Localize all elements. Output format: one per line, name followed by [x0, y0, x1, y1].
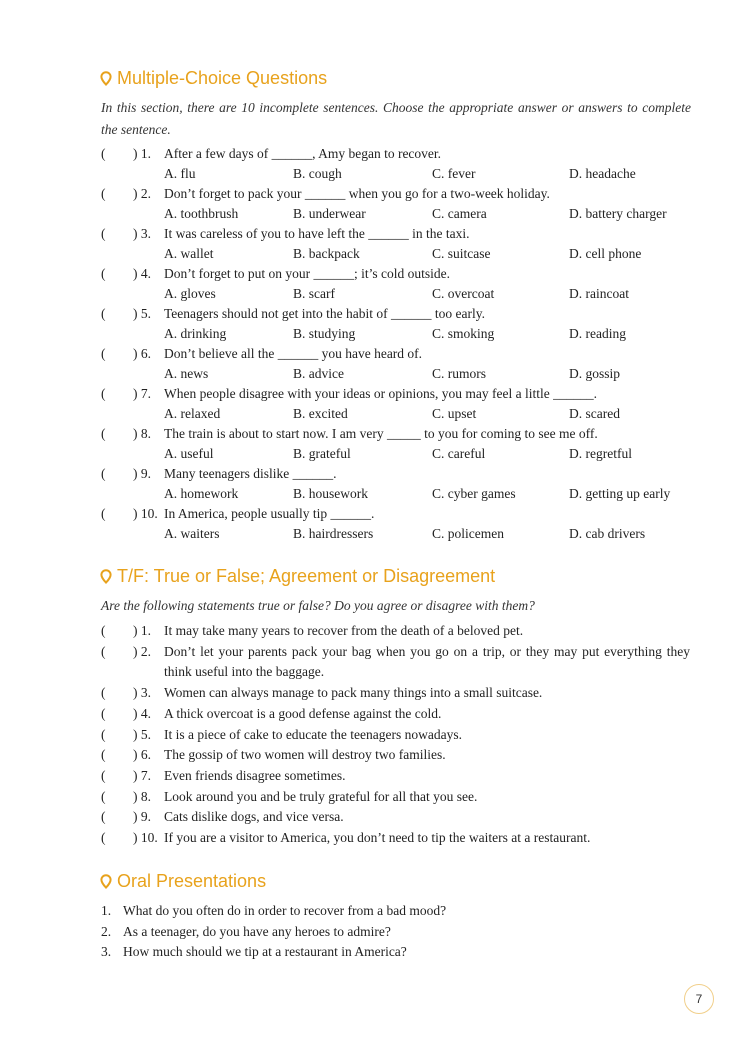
oral-list [101, 901, 701, 963]
option: B. excited [293, 406, 348, 421]
question-stem: It was careless of you to have left the ______ in the taxi. [164, 226, 470, 241]
option: C. overcoat [432, 286, 495, 301]
tf-list [101, 621, 701, 849]
question-number: ) 8. [133, 426, 151, 441]
answer-paren: ( [101, 506, 106, 521]
options-row [101, 284, 701, 304]
options-row [101, 244, 701, 264]
statement-number: ) 7. [133, 767, 151, 783]
tf-instructions: Are the following statements true or false? Do you agree or disagree with them? [101, 598, 535, 613]
statement-number: ) 5. [133, 726, 151, 742]
location-pin-icon [100, 569, 112, 584]
statement-row [101, 745, 701, 766]
oral-question-text: As a teenager, do you have any heroes to admire? [123, 923, 391, 939]
question-stem: Don’t believe all the ______ you have heard of. [164, 346, 423, 361]
section-title-text: Oral Presentations [117, 871, 267, 891]
option: D. regretful [569, 446, 632, 461]
answer-paren: ( [101, 726, 106, 742]
location-pin-icon [100, 71, 112, 86]
option: B. hairdressers [293, 526, 374, 541]
option: B. housework [293, 486, 368, 501]
question-number: ) 1. [133, 146, 151, 161]
question-number: ) 3. [133, 226, 151, 241]
question-row [101, 464, 701, 484]
question-number: ) 7. [133, 386, 151, 401]
option: D. getting up early [569, 486, 671, 501]
statement-row [101, 766, 701, 787]
answer-paren: ( [101, 426, 106, 441]
option: C. smoking [432, 326, 495, 341]
statement-number: ) 4. [133, 705, 151, 721]
statement-text: Even friends disagree sometimes. [164, 767, 346, 783]
question-row [101, 384, 701, 404]
question-stem: When people disagree with your ideas or opinions, you may feel a little ______. [164, 386, 598, 401]
question-stem: Many teenagers dislike ______. [164, 466, 337, 481]
statement-text: Women can always manage to pack many things into a small suitcase. [164, 685, 543, 701]
option: D. raincoat [569, 286, 629, 301]
section-title-oral [100, 871, 266, 892]
answer-paren: ( [101, 266, 106, 281]
statement-number: ) 1. [133, 623, 151, 638]
option: D. cell phone [569, 246, 642, 261]
option: B. studying [293, 326, 356, 341]
option: A. news [164, 366, 209, 381]
section-title-mcq [100, 68, 327, 89]
option: B. advice [293, 366, 344, 381]
answer-paren: ( [101, 705, 106, 721]
question-stem: Teenagers should not get into the habit of ______ too early. [164, 306, 485, 321]
question-stem: After a few days of ______, Amy began to recover. [164, 146, 442, 161]
option: B. scarf [293, 286, 335, 301]
option: C. suitcase [432, 246, 491, 261]
statement-number: ) 10. [133, 830, 158, 846]
question-row [101, 504, 701, 524]
question-stem: The train is about to start now. I am very _____ to you for coming to see me off. [164, 426, 598, 441]
statement-number: ) 6. [133, 747, 151, 763]
question-row [101, 424, 701, 444]
statement-row [101, 725, 701, 746]
option: A. toothbrush [164, 206, 239, 221]
statement-text: The gossip of two women will destroy two families. [164, 747, 446, 763]
question-stem: In America, people usually tip ______. [164, 506, 375, 521]
options-row [101, 164, 701, 184]
oral-question-row [101, 922, 701, 943]
question-row [101, 264, 701, 284]
option: C. fever [432, 166, 476, 181]
statement-row [101, 704, 701, 725]
oral-question-row [101, 942, 701, 963]
option: A. wallet [164, 246, 214, 261]
statement-number: ) 8. [133, 788, 151, 804]
option: A. drinking [164, 326, 227, 341]
question-number: ) 9. [133, 466, 151, 481]
question-row [101, 184, 701, 204]
question-number: ) 6. [133, 346, 151, 361]
mcq-list [101, 144, 701, 544]
option: A. homework [164, 486, 239, 501]
options-row [101, 364, 701, 384]
question-number: ) 4. [133, 266, 151, 281]
option: D. battery charger [569, 206, 667, 221]
question-row [101, 344, 701, 364]
option: C. policemen [432, 526, 504, 541]
answer-paren: ( [101, 226, 106, 241]
answer-paren: ( [101, 767, 106, 783]
option: C. camera [432, 206, 487, 221]
section-title-text: T/F: True or False; Agreement or Disagreement [117, 566, 496, 586]
option: D. cab drivers [569, 526, 646, 541]
option: C. careful [432, 446, 486, 461]
answer-paren: ( [101, 623, 106, 638]
oral-question-number: 3. [101, 944, 112, 959]
option: A. relaxed [164, 406, 221, 421]
option: C. cyber games [432, 486, 516, 501]
answer-paren: ( [101, 685, 106, 701]
statement-text: If you are a visitor to America, you don’t need to tip the waiters at a restaurant. [164, 830, 591, 846]
options-row [101, 444, 701, 464]
statement-text: It may take many years to recover from the death of a beloved pet. [164, 623, 524, 638]
location-pin-icon [100, 874, 112, 889]
answer-paren: ( [101, 788, 106, 804]
statement-text: Don’t let your parents pack your bag when you go on a trip, or they may put everything they think useful into the baggage. [164, 643, 690, 680]
answer-paren: ( [101, 466, 106, 481]
option: D. reading [569, 326, 626, 341]
statement-number: ) 2. [133, 643, 151, 659]
option: A. gloves [164, 286, 216, 301]
statement-number: ) 3. [133, 685, 151, 701]
question-stem: Don’t forget to pack your ______ when you go for a two-week holiday. [164, 186, 550, 201]
question-row [101, 224, 701, 244]
answer-paren: ( [101, 643, 106, 659]
oral-question-number: 1. [101, 903, 112, 918]
options-row [101, 204, 701, 224]
answer-paren: ( [101, 830, 106, 846]
question-number: ) 5. [133, 306, 151, 321]
question-number: ) 2. [133, 186, 151, 201]
statement-row [101, 642, 701, 683]
option: A. useful [164, 446, 214, 461]
option: A. flu [164, 166, 196, 181]
question-row [101, 144, 701, 164]
question-stem: Don’t forget to put on your ______; it’s cold outside. [164, 266, 450, 281]
option: C. rumors [432, 366, 486, 381]
section-title-tf [100, 566, 495, 587]
option: B. grateful [293, 446, 351, 461]
option: D. gossip [569, 366, 621, 381]
statement-number: ) 9. [133, 809, 151, 825]
mcq-instructions: In this section, there are 10 incomplete sentences. Choose the appropriate answer or answers to complete the sentence. [101, 100, 691, 137]
answer-paren: ( [101, 306, 106, 321]
statement-row [101, 807, 701, 828]
option: A. waiters [164, 526, 220, 541]
options-row [101, 324, 701, 344]
answer-paren: ( [101, 146, 106, 161]
answer-paren: ( [101, 186, 106, 201]
statement-row [101, 683, 701, 704]
options-row [101, 404, 701, 424]
question-number: ) 10. [133, 506, 158, 521]
statement-row [101, 621, 701, 642]
statement-text: It is a piece of cake to educate the teenagers nowadays. [164, 726, 462, 742]
option: D. headache [569, 166, 636, 181]
answer-paren: ( [101, 386, 106, 401]
statement-text: A thick overcoat is a good defense against the cold. [164, 705, 442, 721]
statement-text: Cats dislike dogs, and vice versa. [164, 809, 344, 825]
options-row [101, 484, 701, 504]
page-number: 7 [684, 984, 714, 1014]
option: B. backpack [293, 246, 360, 261]
oral-question-number: 2. [101, 923, 112, 939]
answer-paren: ( [101, 809, 106, 825]
section-title-text: Multiple-Choice Questions [117, 68, 328, 88]
statement-row [101, 787, 701, 808]
option: C. upset [432, 406, 477, 421]
oral-question-text: How much should we tip at a restaurant in America? [123, 944, 407, 959]
statement-row [101, 828, 701, 849]
answer-paren: ( [101, 346, 106, 361]
question-row [101, 304, 701, 324]
options-row [101, 524, 701, 544]
option: B. underwear [293, 206, 366, 221]
option: D. scared [569, 406, 620, 421]
oral-question-text: What do you often do in order to recover from a bad mood? [123, 903, 447, 918]
statement-text: Look around you and be truly grateful for all that you see. [164, 788, 478, 804]
answer-paren: ( [101, 747, 106, 763]
oral-question-row [101, 901, 701, 922]
option: B. cough [293, 166, 342, 181]
